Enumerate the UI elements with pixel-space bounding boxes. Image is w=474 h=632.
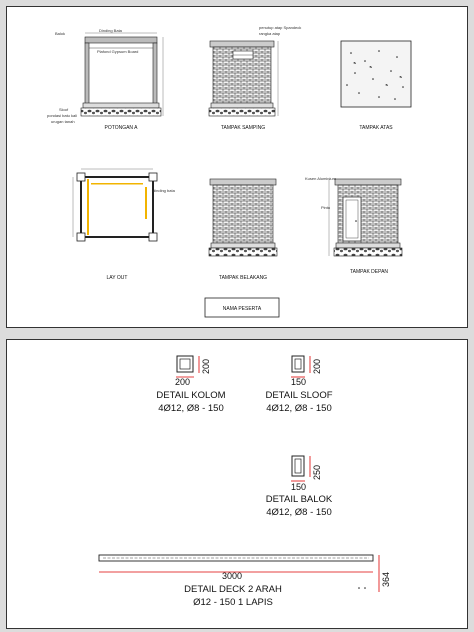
side-view-drawing [209,25,301,131]
kolom-width-label: 200 [175,377,191,387]
sloof-title: DETAIL SLOOF [265,390,333,401]
sloof-spec: 4Ø12, Ø8 - 150 [266,403,332,414]
rear-view-drawing [209,179,277,281]
sloof-width-label: 150 [291,377,307,387]
kolom-spec: 4Ø12, Ø8 - 150 [158,403,224,414]
sloof-height-label: 200 [312,358,322,374]
note-plafond: Plafond Gypsum Board [97,49,139,54]
drawing-sheet-2 [6,339,468,629]
layout-plan-drawing [73,169,176,281]
caption-tampak-belakang: TAMPAK BELAKANG [218,275,268,281]
participant-name-label: NAMA PESERTA [222,306,262,312]
deck-height-label: 364 [381,571,391,587]
balok-title: DETAIL BALOK [265,494,333,505]
structural-details [7,340,469,630]
drawing-sheet-1 [6,6,468,328]
deck-title: DETAIL DECK 2 ARAH [184,584,282,595]
balok-spec: 4Ø12, Ø8 - 150 [266,507,332,518]
top-view-drawing [341,41,411,131]
caption-tampak-atas: TAMPAK ATAS [359,125,393,131]
note-kusen: Kusen Aluminium [305,176,336,181]
detail-sloof [265,356,332,414]
caption-potongan: POTONGAN A [104,125,138,131]
note-balok: Balok [55,31,66,36]
note-penutup-atap: penutup atap Spandeck [259,25,302,30]
note-sloof: Sloof [59,107,69,112]
kolom-height-label: 200 [201,358,211,374]
caption-tampak-depan: TAMPAK DEPAN [349,269,389,275]
kolom-title: DETAIL KOLOM [156,390,226,401]
note-dinding: Dinding Bata [99,28,122,33]
architectural-drawings [7,7,469,329]
caption-tampak-samping: TAMPAK SAMPING [220,125,266,131]
caption-layout: LAY OUT [106,275,128,281]
detail-deck [99,555,391,608]
section-a-drawing [47,28,163,131]
note-rangka-atap: rangka atap [259,31,281,36]
note-pintu: Pintu [321,205,331,210]
front-view-drawing [305,176,402,275]
detail-kolom [156,356,225,414]
note-dinding-bata: dinding bata [153,188,175,193]
deck-spec: Ø12 - 150 1 LAPIS [193,597,273,608]
balok-height-label: 250 [312,464,322,480]
note-urugan: urugan tanah [51,119,75,124]
detail-balok [266,456,333,518]
balok-width-label: 150 [291,482,307,492]
participant-name-box [205,298,279,317]
note-pondasi: pondasi batu kali [47,113,78,118]
deck-width-label: 3000 [222,571,243,581]
